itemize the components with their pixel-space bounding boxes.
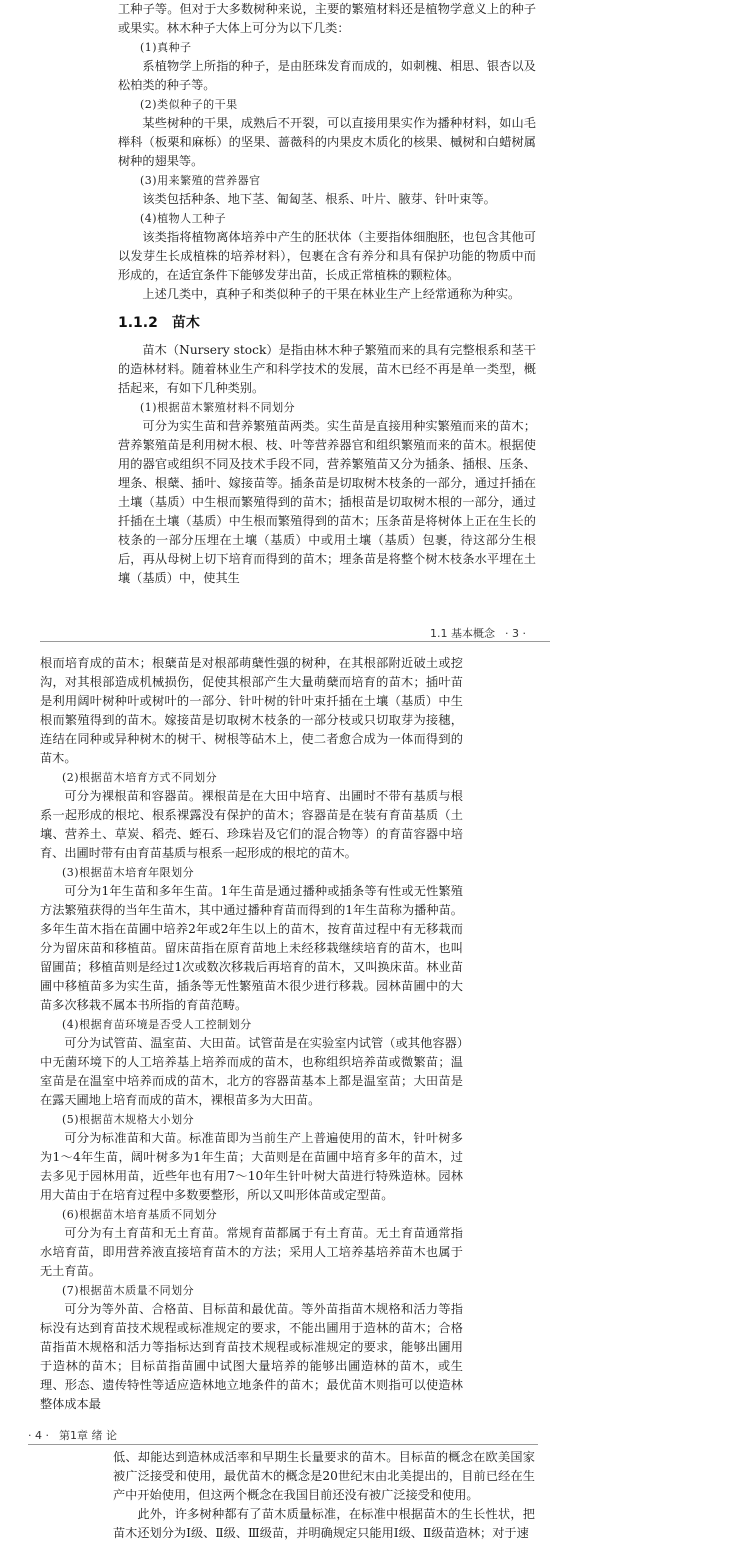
section-heading (118, 314, 536, 333)
paragraph: 上述几类中，真种子和类似种子的干果在林业生产上经常通称为种实。 (142, 287, 521, 301)
subheading: (3)用来繁殖的营养器官 (140, 174, 261, 187)
section-title: 苗木 (171, 315, 200, 331)
subheading: (6)根据苗木培育基质不同划分 (62, 1208, 218, 1221)
subheading: (3)根据苗木培育年限划分 (62, 866, 195, 879)
paragraph: 低、却能达到造林成活率和早期生长量要求的苗木。目标苗的概念在欧美国家被广泛接受和使用，最优苗木的概念是20世纪末由北美提出的，目前已经在生产中开始使用，但这两个概念在我国目前还没有被广泛接受和使用。 (113, 1450, 535, 1502)
paragraph: 可分为试管苗、温室苗、大田苗。试管苗是在实验室内试管（或其他容器）中无菌环境下的人工培养基上培养而成的苗木，也称组织培养苗或微繁苗；温室苗是在温室中培养而成的苗木，北方的容器苗基本上都是温室苗；大田苗是在露天圃地上培育而成的苗木，裸根苗多为大田苗。 (40, 1036, 463, 1107)
subheading: (1)真种子 (140, 41, 192, 54)
page-number: · 4 · (28, 1429, 49, 1442)
page-block-middle (40, 654, 463, 1414)
running-header-page-4 (28, 1426, 117, 1445)
paragraph: 苗木（Nursery stock）是指由林木种子繁殖而来的具有完整根系和茎干的造林材料。随着林业生产和科学技术的发展，苗木已经不再是单一类型，概括起来，有如下几种类别。 (118, 343, 536, 395)
page-number: · 3 · (505, 627, 526, 640)
subheading: (1)根据苗木繁殖材料不同划分 (140, 401, 296, 414)
paragraph: 可分为裸根苗和容器苗。裸根苗是在大田中培育、出圃时不带有基质与根系一起形成的根坨、根系裸露没有保护的苗木；容器苗是在装有育苗基质（土壤、营养土、草炭、稻壳、蛭石、珍珠岩及它们的混合物等）的育苗容器中培育、出圃时带有由育苗基质与根系一起形成的根坨的苗木。 (40, 789, 463, 860)
subheading: (2)类似种子的干果 (140, 98, 238, 111)
subheading: (4)植物人工种子 (140, 212, 227, 225)
paragraph: 可分为1年生苗和多年生苗。1年生苗是通过播种或插条等有性或无性繁殖方法繁殖获得的当年生苗木，其中通过播种育苗而得到的1年生苗称为播种苗。多年生苗木指在苗圃中培养2年或2年生以上的苗木，按育苗过程中有无移栽而分为留床苗和移植苗。留床苗指在原育苗地上未经移栽继续培育的苗木，也叫留圃苗；移植苗则是经过1次或数次移栽后再培育的苗木，又叫换床苗。林业苗圃中移植苗多为实生苗，插条等无性繁殖苗木很少进行移栽。园林苗圃中的大苗多次移栽不属本书所指的育苗范畴。 (40, 884, 463, 1012)
subheading: (5)根据苗木规格大小划分 (62, 1113, 195, 1126)
page-block-bottom (113, 1448, 535, 1543)
subheading: (4)根据育苗环境是否受人工控制划分 (62, 1018, 252, 1031)
header-rule (28, 1444, 538, 1445)
header-rule (40, 641, 550, 642)
paragraph: 某些树种的干果，成熟后不开裂，可以直接用果实作为播种材料，如山毛榉科（板栗和麻栎）的坚果、蔷薇科的内果皮木质化的核果、槭树和白蜡树属树种的翅果等。 (118, 116, 536, 168)
page-block-top (118, 0, 536, 588)
paragraph: 可分为等外苗、合格苗、目标苗和最优苗。等外苗指苗木规格和活力等指标没有达到育苗技术规程或标准规定的要求，不能出圃用于造林的苗木；合格苗指苗木规格和活力等指标达到育苗技术规程或标准规定的要求，能够出圃用于造林的苗木；目标苗指苗圃中试图大量培养的能够出圃造林的苗木，或生理、形态、遗传特性等适应造林地立地条件的苗木；最优苗木则指可以使造林整体成本最 (40, 1302, 463, 1411)
paragraph: 该类包括种条、地下茎、匍匐茎、根系、叶片、腋芽、针叶束等。 (142, 192, 496, 206)
subheading: (2)根据苗木培育方式不同划分 (62, 771, 218, 784)
section-number: 1.1.2 (118, 315, 158, 331)
paragraph: 该类指将植物离体培养中产生的胚状体（主要指体细胞胚，也包含其他可以发芽生长成植株的培养材料），包裹在含有养分和具有保护功能的物质中而形成的，在适宜条件下能够发芽出苗，长成正常植株的颗粒体。 (118, 230, 536, 282)
paragraph: 根而培育成的苗木；根蘖苗是对根部萌蘖性强的树种，在其根部附近破土或挖沟，对其根部造成机械损伤，促使其根部产生大量萌蘖而培育的苗木；插叶苗是利用阔叶树种叶或树叶的一部分、针叶树的针叶束扦插在土壤（基质）中生根而繁殖得到的苗木。嫁接苗是切取树木枝条的一部分枝或只切取芽为接穗，连结在同种或异种树木的树干、树根等砧木上，使二者愈合成为一体而得到的苗木。 (40, 656, 463, 765)
paragraph: 系植物学上所指的种子，是由胚珠发育而成的，如刺槐、相思、银杏以及松柏类的种子等。 (118, 59, 536, 92)
subheading: (7)根据苗木质量不同划分 (62, 1284, 195, 1297)
paragraph: 工种子等。但对于大多数树种来说，主要的繁殖材料还是植物学意义上的种子或果实。林木种子大体上可分为以下几类： (118, 2, 536, 35)
paragraph: 可分为有土育苗和无土育苗。常规育苗都属于有土育苗。无土育苗通常指水培育苗，即用营养液直接培育苗木的方法；采用人工培养基培养苗木也属于无土育苗。 (40, 1226, 463, 1278)
paragraph: 可分为实生苗和营养繁殖苗两类。实生苗是直接用种实繁殖而来的苗木；营养繁殖苗是利用树木根、枝、叶等营养器官和组织繁殖而来的苗木。根据使用的器官或组织不同及技术手段不同，营养繁殖苗又分为插条、插根、压条、埋条、根蘖、插叶、嫁接苗等。插条苗是切取树木枝条的一部分，通过扦插在土壤（基质）中生根而繁殖得到的苗木；插根苗是切取树木根的一部分，通过扦插在土壤（基质）中生根而繁殖得到的苗木；压条苗是将树体上正在生长的枝条的一部分压埋在土壤（基质）中或用土壤（基质）包裹，待这部分生根后，再从母树上切下培育而得到的苗木；埋条苗是将整个树木枝条水平埋在土壤（基质）中，使其生 (118, 419, 536, 585)
header-section: 1.1 基本概念 (430, 627, 495, 640)
header-chapter: 第1章 绪 论 (59, 1429, 117, 1442)
paragraph: 可分为标准苗和大苗。标准苗即为当前生产上普遍使用的苗木，针叶树多为1～4年生苗，阔叶树多为1年生苗；大苗则是在苗圃中培育多年的苗木，过去多见于园林用苗，近些年也有用7～10年生针叶树大苗进行特殊造林。园林用大苗由于在培育过程中多数要整形，所以又叫形体苗或定型苗。 (40, 1131, 463, 1202)
paragraph: 此外，许多树种都有了苗木质量标准，在标准中根据苗木的生长性状，把苗木还划分为Ⅰ级、Ⅱ级、Ⅲ级苗，并明确规定只能用Ⅰ级、Ⅱ级苗造林；对于速 (113, 1507, 535, 1540)
